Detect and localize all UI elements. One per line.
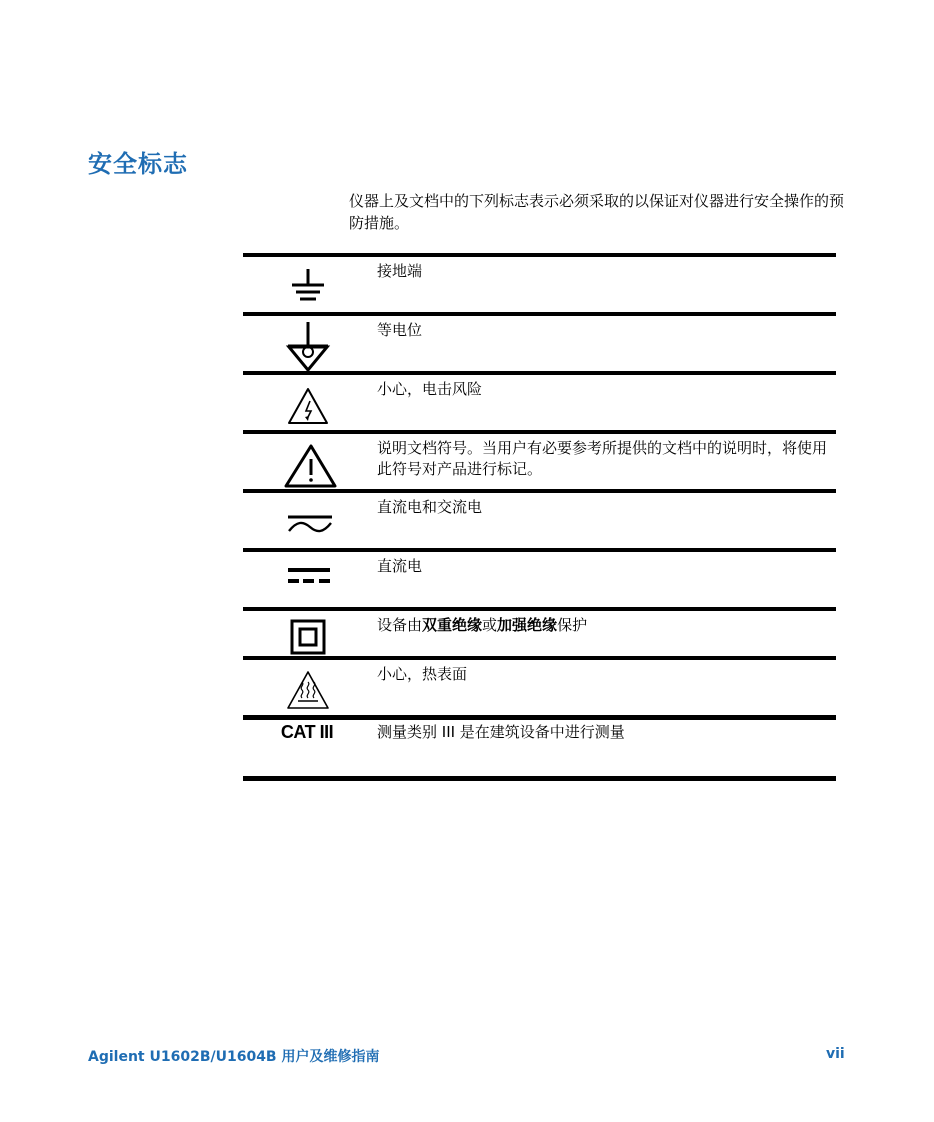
table-bottom-rule xyxy=(243,776,836,781)
double-insulation-icon xyxy=(281,615,341,659)
symbol-description: 小心，热表面 xyxy=(377,665,468,683)
table-row xyxy=(243,715,836,776)
ac-dc-icon xyxy=(281,497,341,547)
symbol-description: 小心，电击风险 xyxy=(377,380,483,398)
table-row xyxy=(243,371,836,430)
symbol-description: 测量类别 III 是在建筑设备中进行测量 xyxy=(377,723,625,741)
symbol-description: 等电位 xyxy=(377,321,423,339)
table-row xyxy=(243,656,836,715)
electric-shock-warning-icon xyxy=(281,379,341,429)
ground-terminal-icon xyxy=(281,261,341,311)
symbol-description: 说明文档符号。当用户有必要参考所提供的文档中的说明时，将使用此符号对产品进行标记。 xyxy=(377,439,828,478)
page-title: 安全标志 xyxy=(88,150,188,178)
symbol-description: 设备由双重绝缘或加强绝缘保护 xyxy=(377,616,588,634)
equipotential-icon xyxy=(281,320,341,374)
cat-iii-label: CAT III xyxy=(280,722,334,742)
table-row xyxy=(243,607,836,656)
table-row xyxy=(243,430,836,489)
safety-symbols-table xyxy=(243,253,836,781)
footer-page-number: vii xyxy=(826,1046,845,1062)
caution-documentation-icon xyxy=(281,438,345,492)
intro-paragraph: 仪器上及文档中的下列标志表示必须采取的以保证对仪器进行安全操作的预防措施。 xyxy=(349,192,845,232)
symbol-description: 直流电和交流电 xyxy=(377,498,483,516)
footer-document-title: Agilent U1602B/U1604B 用户及维修指南 xyxy=(88,1049,380,1065)
symbol-description: 接地端 xyxy=(377,262,423,280)
table-row xyxy=(243,548,836,607)
hot-surface-icon xyxy=(281,664,341,714)
dc-icon xyxy=(281,556,341,606)
table-row xyxy=(243,489,836,548)
table-row xyxy=(243,253,836,312)
symbol-description: 直流电 xyxy=(377,557,423,575)
table-row xyxy=(243,312,836,371)
